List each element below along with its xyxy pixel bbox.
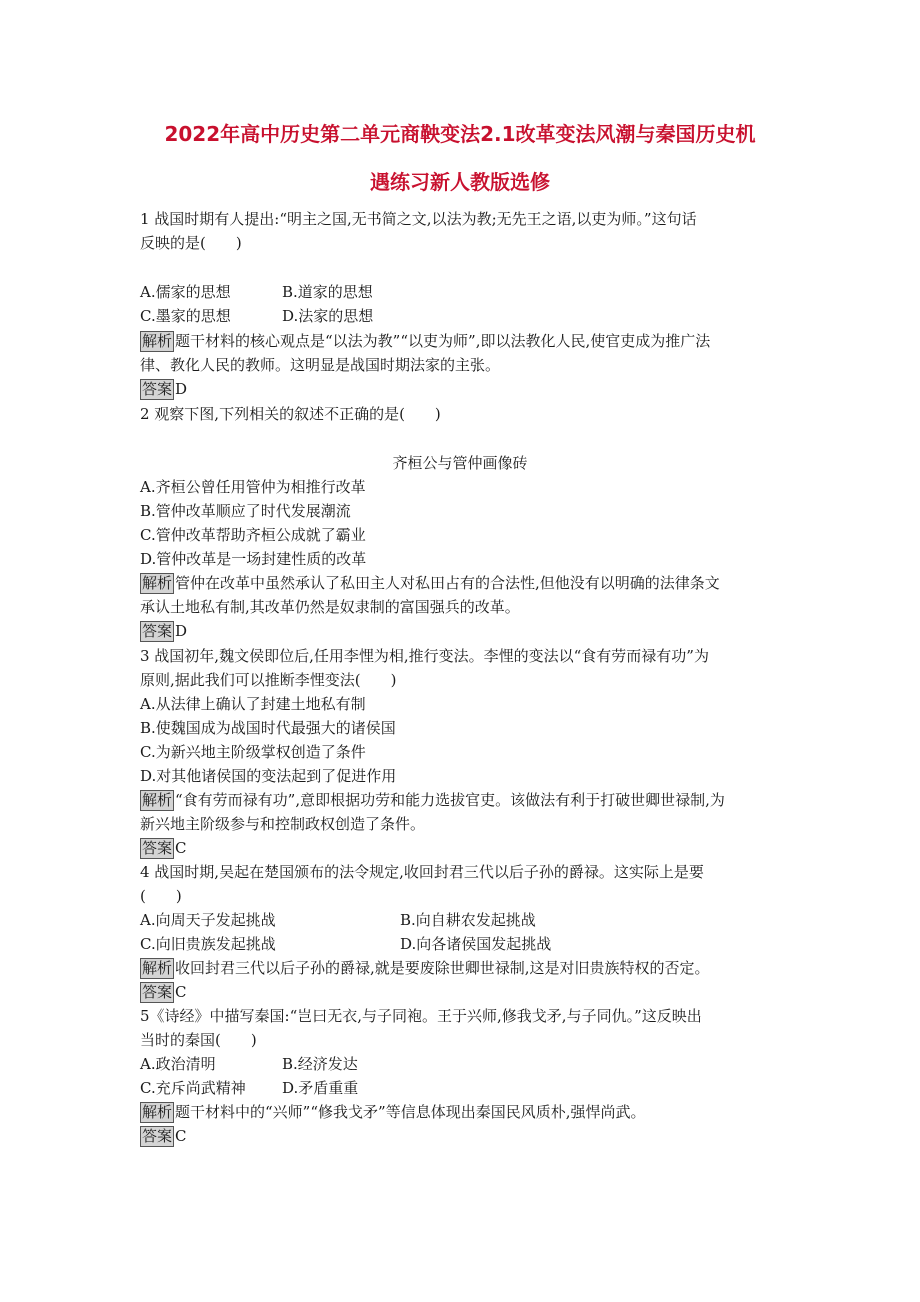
q1-analysis-text: 题干材料的核心观点是“以法为教”“以吏为师”,即以法教化人民,使官吏成为推广法	[175, 332, 711, 350]
q1-answer-value: D	[175, 380, 188, 398]
q2-option-b: B.管仲改革顺应了时代发展潮流	[140, 502, 351, 520]
q1-analysis-line-2: 律、教化人民的教师。这明显是战国时期法家的主张。	[140, 356, 501, 374]
q3-answer	[140, 837, 187, 859]
analysis-label: 解析	[142, 791, 173, 809]
analysis-label: 解析	[142, 1103, 173, 1121]
q5-stem-line-1: 5《诗经》中描写秦国:“岂曰无衣,与子同袍。王于兴师,修我戈矛,与子同仇。”这反映出	[140, 1007, 702, 1025]
q3-stem-line-1: 3 战国初年,魏文侯即位后,任用李悝为相,推行变法。李悝的变法以“食有劳而禄有功”为	[140, 647, 709, 665]
document-title-line-1: 2022年高中历史第二单元商鞅变法2.1改革变法风潮与秦国历史机	[164, 122, 756, 146]
answer-label: 答案	[142, 983, 173, 1001]
q2-answer-value: D	[175, 622, 188, 640]
q2-option-d: D.管仲改革是一场封建性质的改革	[140, 550, 367, 568]
document-title-line-2: 遇练习新人教版选修	[370, 170, 550, 194]
analysis-label: 解析	[142, 332, 173, 350]
q2-stem: 2 观察下图,下列相关的叙述不正确的是( )	[140, 405, 441, 423]
q5-stem-line-2: 当时的秦国( )	[140, 1031, 257, 1049]
q5-option-c: C.充斥尚武精神	[140, 1079, 246, 1097]
q1-option-a: A.儒家的思想	[140, 283, 231, 301]
q4-option-a: A.向周天子发起挑战	[140, 911, 276, 929]
q2-answer	[140, 620, 187, 642]
q4-option-c: C.向旧贵族发起挑战	[140, 935, 276, 953]
q1-option-b: B.道家的思想	[282, 283, 373, 301]
q5-option-a: A.政治清明	[140, 1055, 216, 1073]
q2-analysis-line-1	[140, 572, 720, 594]
q4-option-b: B.向自耕农发起挑战	[400, 911, 536, 929]
q4-analysis-text: 收回封君三代以后子孙的爵禄,就是要废除世卿世禄制,这是对旧贵族特权的否定。	[175, 959, 710, 977]
q1-option-d: D.法家的思想	[282, 307, 374, 325]
q2-analysis-text: 管仲在改革中虽然承认了私田主人对私田占有的合法性,但他没有以明确的法律条文	[175, 574, 720, 592]
q1-option-c: C.墨家的思想	[140, 307, 231, 325]
q4-stem-line-1: 4 战国时期,吴起在楚国颁布的法令规定,收回封君三代以后子孙的爵禄。这实际上是要	[140, 863, 704, 881]
answer-label: 答案	[142, 839, 173, 857]
q4-option-d: D.向各诸侯国发起挑战	[400, 935, 552, 953]
q5-analysis-line-1	[140, 1101, 645, 1123]
q1-stem-line-1: 1 战国时期有人提出:“明主之国,无书简之文,以法为教;无先王之语,以吏为师。”这句话	[140, 210, 697, 228]
answer-label: 答案	[142, 1127, 173, 1145]
q3-option-b: B.使魏国成为战国时代最强大的诸侯国	[140, 719, 396, 737]
q1-stem-line-2: 反映的是( )	[140, 234, 242, 252]
q2-option-c: C.管仲改革帮助齐桓公成就了霸业	[140, 526, 366, 544]
q3-answer-value: C	[175, 839, 187, 857]
q3-stem-line-2: 原则,据此我们可以推断李悝变法( )	[140, 671, 397, 689]
q4-answer-value: C	[175, 983, 187, 1001]
q3-option-d: D.对其他诸侯国的变法起到了促进作用	[140, 767, 397, 785]
q1-answer	[140, 378, 187, 400]
q2-option-a: A.齐桓公曾任用管仲为相推行改革	[140, 478, 366, 496]
q3-analysis-line-2: 新兴地主阶级参与和控制政权创造了条件。	[140, 815, 426, 833]
q5-answer	[140, 1125, 187, 1147]
analysis-label: 解析	[142, 959, 173, 977]
q3-analysis-text: “食有劳而禄有功”,意即根据功劳和能力选拔官吏。该做法有利于打破世卿世禄制,为	[175, 791, 725, 809]
q2-analysis-line-2: 承认土地私有制,其改革仍然是奴隶制的富国强兵的改革。	[140, 598, 520, 616]
q4-stem-line-2: ( )	[140, 887, 182, 905]
q5-option-d: D.矛盾重重	[282, 1079, 359, 1097]
answer-label: 答案	[142, 622, 173, 640]
q4-answer	[140, 981, 187, 1003]
q3-option-a: A.从法律上确认了封建土地私有制	[140, 695, 366, 713]
q3-analysis-line-1	[140, 789, 725, 811]
q4-analysis-line-1	[140, 957, 710, 979]
q1-analysis-line-1	[140, 330, 710, 352]
analysis-label: 解析	[142, 574, 173, 592]
q5-analysis-text: 题干材料中的“兴师”“修我戈矛”等信息体现出秦国民风质朴,强悍尚武。	[175, 1103, 646, 1121]
q5-option-b: B.经济发达	[282, 1055, 358, 1073]
q3-option-c: C.为新兴地主阶级掌权创造了条件	[140, 743, 366, 761]
answer-label: 答案	[142, 380, 173, 398]
q5-answer-value: C	[175, 1127, 187, 1145]
q2-figure-caption: 齐桓公与管仲画像砖	[392, 454, 528, 472]
